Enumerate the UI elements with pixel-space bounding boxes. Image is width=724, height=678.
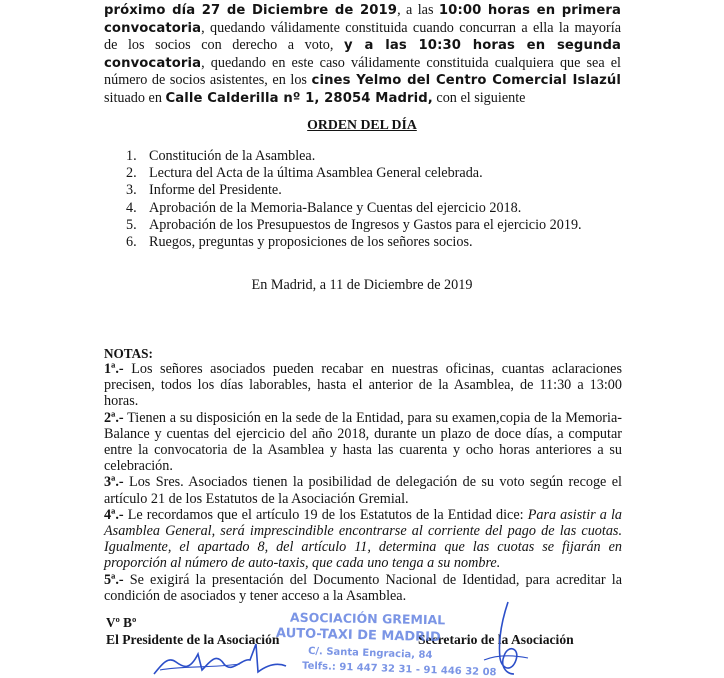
agenda-heading: ORDEN DEL DÍA xyxy=(307,117,417,132)
note-item xyxy=(104,361,622,410)
note-item xyxy=(104,572,622,604)
agenda-item-text: Aprobación de los Presupuestos de Ingresos y Gastos para el ejercicio 2019. xyxy=(149,216,582,233)
note-number: 3ª.- xyxy=(104,474,124,491)
president-signature-label: El Presidente de la Asociación xyxy=(106,632,280,647)
secretary-signature-label: Secretario de la Asociación xyxy=(418,632,574,647)
intro-text: , quedando en este caso válidamente constituida cualquiera que sea el número de socios asistentes, en los xyxy=(104,54,621,89)
agenda-item-number: 6. xyxy=(126,234,137,251)
note-number: 5ª.- xyxy=(104,571,124,588)
date-line: En Madrid, a 11 de Diciembre de 2019 xyxy=(251,277,473,293)
agenda-item xyxy=(126,217,582,234)
meeting-date: próximo día 27 de Diciembre de 2019 xyxy=(104,3,398,18)
agenda-item-text: Aprobación de la Memoria-Balance y Cuentas del ejercicio 2018. xyxy=(149,199,522,216)
stamp-line: ASOCIACIÓN GREMIAL xyxy=(289,609,446,628)
agenda-item-number: 4. xyxy=(126,199,137,216)
intro-text: situado en xyxy=(104,89,166,106)
agenda-item-text: Lectura del Acta de la última Asamblea General celebrada. xyxy=(149,165,483,182)
note-text: Los señores asociados pueden recabar en nuestras oficinas, cuantas aclaraciones precisen, todos los días laborables, hasta el anterior de la Asamblea, de 11:30 a 13:00 horas. xyxy=(104,361,622,410)
agenda-item-number: 5. xyxy=(126,216,137,233)
agenda-item xyxy=(126,200,582,217)
first-call-time: 10:00 horas en primera convocatoria xyxy=(104,3,621,36)
agenda-item-number: 1. xyxy=(126,148,137,164)
notes-list xyxy=(104,361,622,604)
notes-title: NOTAS: xyxy=(104,346,153,361)
secretary-signature-icon xyxy=(478,600,538,675)
intro-paragraph xyxy=(104,2,621,108)
second-call-time: y a las 10:30 horas en segunda convocatoria xyxy=(104,38,621,71)
note-number: 2ª.- xyxy=(104,409,124,426)
agenda-list xyxy=(126,148,582,251)
intro-text: , quedando válidamente constituida cuando concurran a ella la mayoría de los socios con derecho a voto, xyxy=(104,19,621,54)
approval-label: Vº Bº xyxy=(106,615,137,630)
note-text: Le recordamos que el artículo 19 de los Estatutos de la Entidad dice: xyxy=(123,506,528,523)
agenda-item xyxy=(126,182,582,199)
note-text: Los Sres. Asociados tienen la posibilidad de delegación de su voto según recoge el artículo 21 de los Estatutos de la Asociación Gremial. xyxy=(104,474,622,507)
note-text: Se exigirá la presentación del Documento Nacional de Identidad, para acreditar la condición de asociados y tener acceso a la Asamblea. xyxy=(104,571,622,604)
agenda-item-number: 2. xyxy=(126,165,137,182)
president-signature-icon xyxy=(150,640,290,675)
agenda-item xyxy=(126,148,582,165)
agenda-item-text: Ruegos, preguntas y proposiciones de los señores socios. xyxy=(149,234,473,251)
note-number: 4ª.- xyxy=(104,506,124,523)
note-item xyxy=(104,474,622,506)
agenda-item-text: Informe del Presidente. xyxy=(149,182,282,199)
stamp-line: C/. Santa Engracia, 84 xyxy=(307,645,433,662)
agenda-item-text: Constitución de la Asamblea. xyxy=(149,148,316,164)
note-text: Tienen a su disposición en la sede de la Entidad, para su examen,copia de la Memoria-Balance y cuentas del ejercicio del año 2018, durante un plazo de doce días, a computar entre la convocatoria de la Asamblea y hasta las cuarenta y ocho horas anteriores a su celebración. xyxy=(104,409,622,475)
stamp-line: AUTO-TAXI DE MADRID xyxy=(275,625,441,646)
venue-name: cines Yelmo del Centro Comercial Islazúl xyxy=(311,73,621,89)
note-item xyxy=(104,410,622,475)
agenda-item xyxy=(126,234,582,251)
agenda-item xyxy=(126,165,582,182)
note-quote: Para asistir a la Asamblea General, será imprescindible encontrarse al corriente del pago de las cuotas. Igualmente, el apartado 8, del artículo 11, determina que las cuotas se fijarán en proporción al número de auto-taxis, que cada uno tenga a su nombre. xyxy=(104,506,622,572)
intro-text: , a las xyxy=(397,2,439,18)
venue-address: Calle Calderilla nº 1, 28054 Madrid, xyxy=(165,90,433,106)
agenda-item-number: 3. xyxy=(126,182,137,199)
note-item xyxy=(104,507,622,572)
stamp-line: Telfs.: 91 447 32 31 - 91 446 32 08 xyxy=(301,660,497,678)
note-number: 1ª.- xyxy=(104,361,124,377)
intro-text: con el siguiente xyxy=(432,89,526,106)
